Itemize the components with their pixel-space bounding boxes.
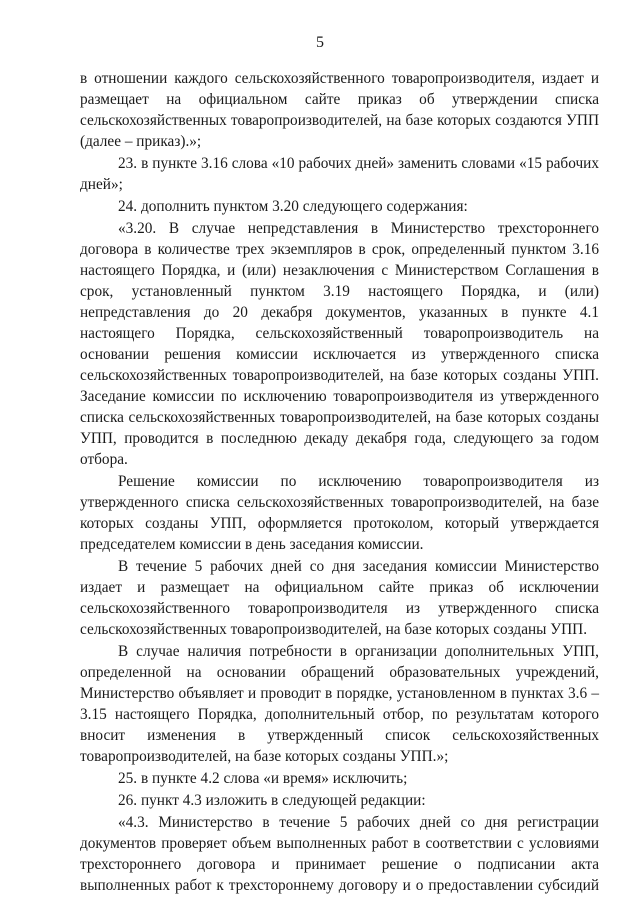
paragraph-item-26: 26. пункт 4.3 изложить в следующей редакции: <box>118 792 426 809</box>
paragraph-clause-4-3: «4.3. Министерство в течение 5 рабочих дней со дня регистрации документов проверяет объем выполненных работ в соответствии с условиями трехстороннего договора и принимает решение о подписании акта выполненных работ к трехстороннему договору и о предоставлении субсидий <box>80 814 599 894</box>
paragraph-continuation: в отношении каждого сельскохозяйственного товаропроизводителя, издает и размещает на официальном сайте приказ об утверждении списка сельскохозяйственных товаропроизводителей, на базе которых создаются УПП (далее – приказ).»; <box>80 70 599 150</box>
paragraph-additional-selection: В случае наличия потребности в организации дополнительных УПП, определенной на основании обращений образовательных учреждений, Министерство объявляет и проводит в порядке, установленном в пунктах 3.6 – 3.15 настоящего Порядка, дополнительный отбор, по результатам которого вносит изменения в утвержденный список сельскохозяйственных товаропроизводителей, на базе которых созданы УПП.»; <box>80 643 599 765</box>
page-number: 5 <box>316 34 324 51</box>
document-body <box>80 68 599 896</box>
paragraph-item-23: 23. в пункте 3.16 слова «10 рабочих дней» заменить словами «15 рабочих дней»; <box>80 155 599 193</box>
paragraph-item-24: 24. дополнить пунктом 3.20 следующего содержания: <box>118 198 468 215</box>
paragraph-order-publication: В течение 5 рабочих дней со дня заседания комиссии Министерство издает и размещает на официальном сайте приказ об исключении сельскохозяйственного товаропроизводителя из утвержденного списка сельскохозяйственных товаропроизводителей, на базе которых созданы УПП. <box>80 558 599 638</box>
paragraph-decision: Решение комиссии по исключению товаропроизводителя из утвержденного списка сельскохозяйственных товаропроизводителей, на базе которых созданы УПП, оформляется протоколом, который утверждается председателем комиссии в день заседания комиссии. <box>80 473 599 553</box>
paragraph-item-25: 25. в пункте 4.2 слова «и время» исключить; <box>118 770 408 787</box>
paragraph-clause-3-20: «3.20. В случае непредставления в Министерство трехстороннего договора в количестве трех экземпляров в срок, определенный пунктом 3.16 настоящего Порядка, и (или) незаключения с Министерством Соглашения в срок, установленный пунктом 3.19 настоящего Порядка, и (или) непредставления до 20 декабря документов, указанных в пункте 4.1 настоящего Порядка, сельскохозяйственный товаропроизводитель на основании решения комиссии исключается из утвержденного списка сельскохозяйственных товаропроизводителей, на базе которых созданы УПП. Заседание комиссии по исключению товаропроизводителя из утвержденного списка сельскохозяйственных товаропроизводителей, на базе которых созданы УПП, проводится в последнюю декаду декабря года, следующего за годом отбора. <box>80 220 599 468</box>
